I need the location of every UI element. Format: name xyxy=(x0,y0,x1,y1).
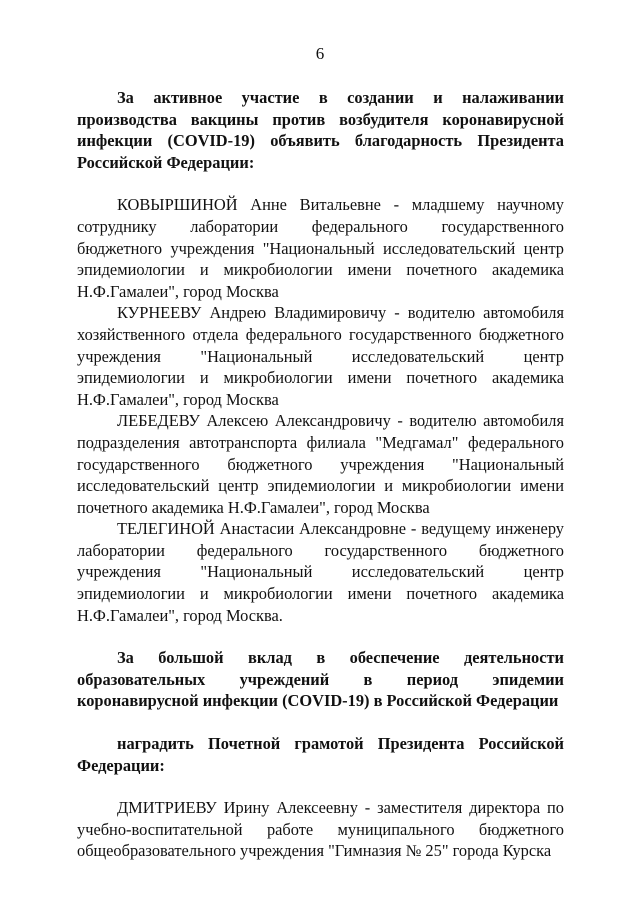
award-item-4: ТЕЛЕГИНОЙ Анастасии Александровне - ведущему инженеру лаборатории федерального государственного бюджетного учреждения "Национальный исследовательский центр эпидемиологии и микробиологии имени почетного академика Н.Ф.Гамалеи", город Москва. xyxy=(77,519,564,625)
spacer xyxy=(77,776,564,797)
award-item-5: ДМИТРИЕВУ Ирину Алексеевну - заместителя директора по учебно-воспитательной работе муниципального бюджетного общеобразовательного учреждения "Гимназия № 25" города Курска xyxy=(77,798,564,861)
section-2-heading: За большой вклад в обеспечение деятельности образовательных учреждений в период эпидемии коронавирусной инфекции (COVID-19) в Российской Федерации xyxy=(77,648,564,711)
spacer xyxy=(77,173,564,194)
spacer xyxy=(77,626,564,647)
award-item-3: ЛЕБЕДЕВУ Алексею Александровичу - водителю автомобиля подразделения автотранспорта филиала "Медгамал" федерального государственного бюджетного учреждения "Национальный исследовательский центр эпидемиологии и микробиологии имени почетного академика Н.Ф.Гамалеи", город Москва xyxy=(77,411,564,517)
section-2-award-line: наградить Почетной грамотой Президента Российской Федерации: xyxy=(77,734,564,775)
document-body xyxy=(77,87,564,862)
award-item-2: КУРНЕЕВУ Андрею Владимировичу - водителю автомобиля хозяйственного отдела федерального государственного бюджетного учреждения "Национальный исследовательский центр эпидемиологии и микробиологии имени почетного академика Н.Ф.Гамалеи", город Москва xyxy=(77,303,564,409)
award-item-1: КОВЫРШИНОЙ Анне Витальевне - младшему научному сотруднику лаборатории федерального государственного бюджетного учреждения "Национальный исследовательский центр эпидемиологии и микробиологии имени почетного академика Н.Ф.Гамалеи", город Москва xyxy=(77,195,564,301)
section-1-heading: За активное участие в создании и налаживании производства вакцины против возбудителя коронавирусной инфекции (COVID-19) объявить благодарность Президента Российской Федерации: xyxy=(77,88,564,172)
spacer xyxy=(77,712,564,733)
page-number: 6 xyxy=(315,44,325,63)
